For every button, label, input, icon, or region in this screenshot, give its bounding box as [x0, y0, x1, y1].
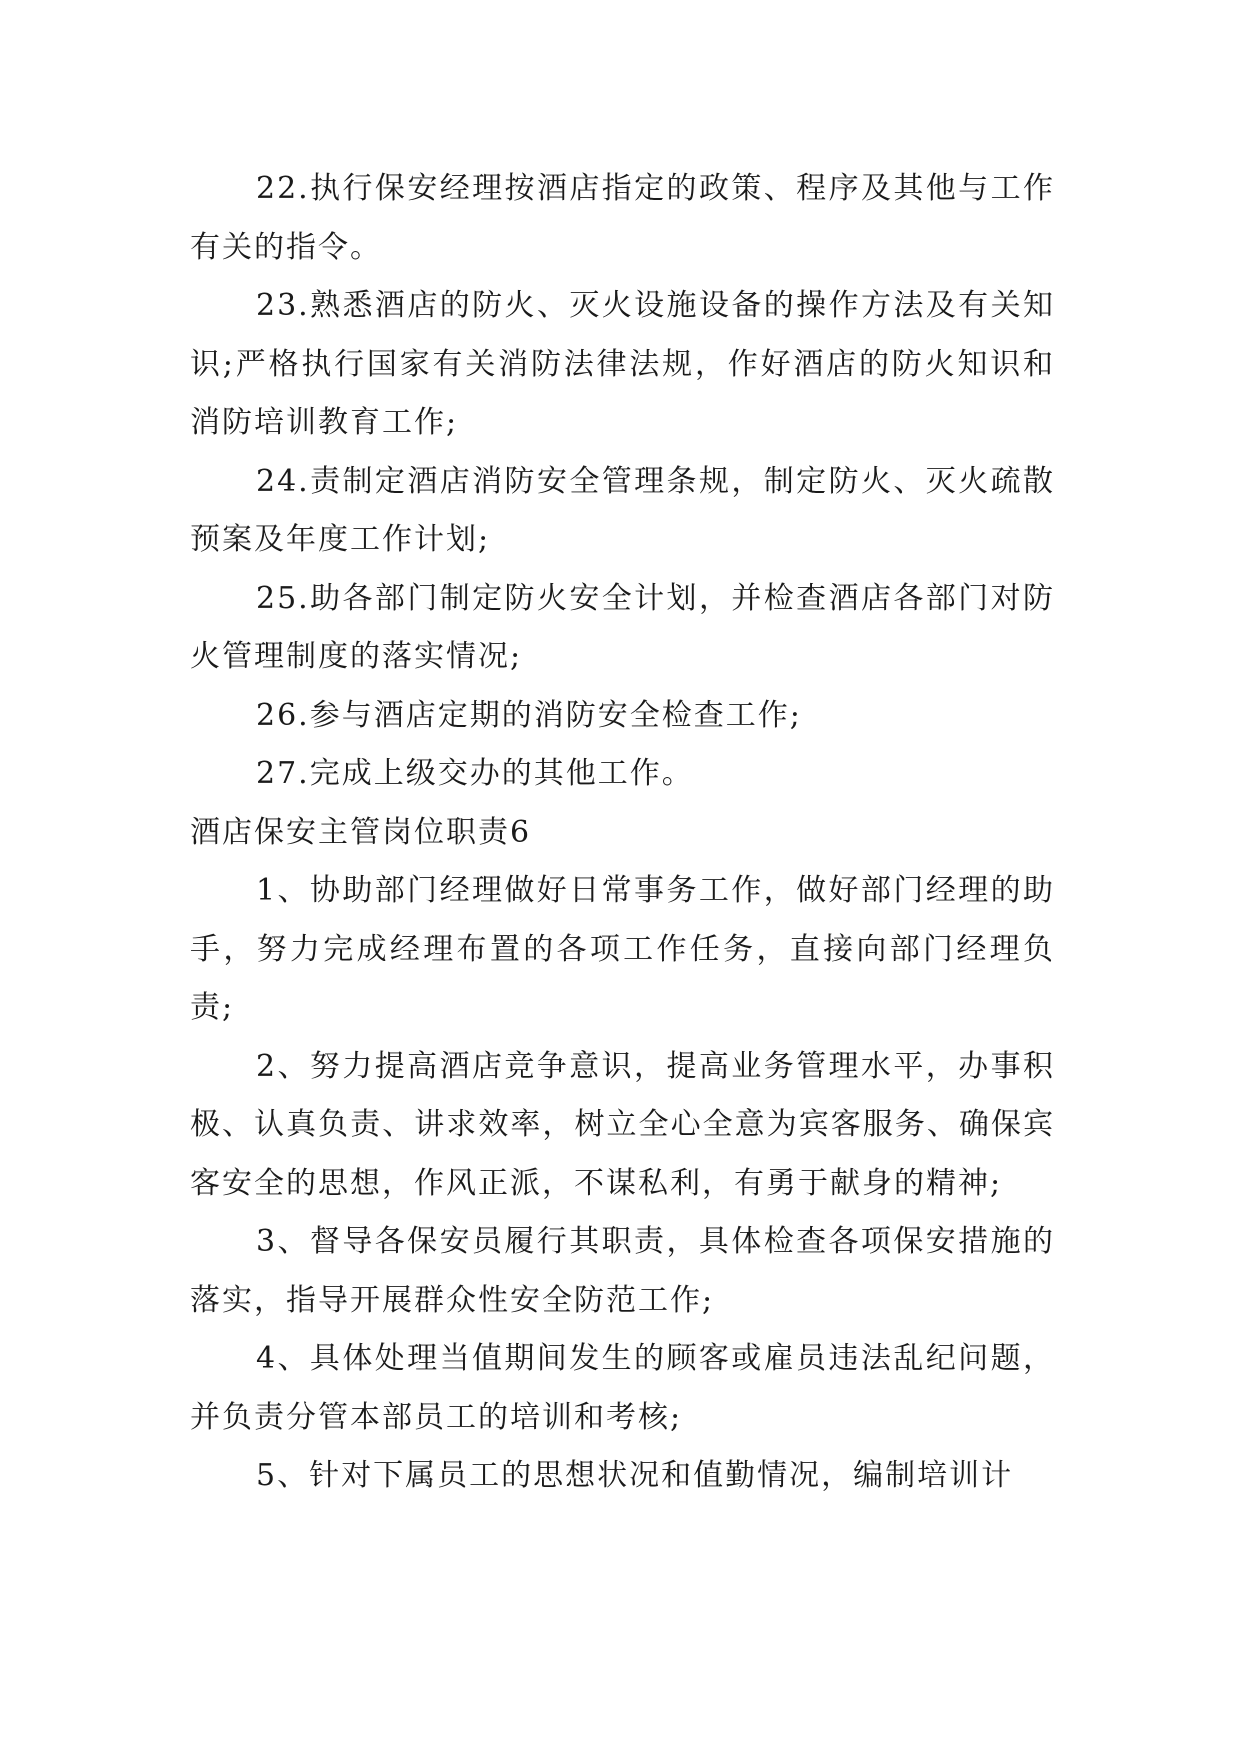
paragraph-5: 5、针对下属员工的思想状况和值勤情况，编制培训计	[256, 1458, 1014, 1493]
paragraph-4: 4、具体处理当值期间发生的顾客或雇员违法乱纪问题，并负责分管本部员工的培训和考核;	[190, 1341, 1055, 1435]
paragraph-3: 3、督导各保安员履行其职责，具体检查各项保安措施的落实，指导开展群众性安全防范工作;	[190, 1224, 1055, 1318]
paragraph-27: 27.完成上级交办的其他工作。	[256, 756, 694, 791]
document-page	[190, 160, 1055, 1506]
paragraph-22: 22.执行保安经理按酒店指定的政策、程序及其他与工作有关的指令。	[190, 171, 1055, 265]
paragraph-2: 2、努力提高酒店竞争意识，提高业务管理水平，办事积极、认真负责、讲求效率，树立全心全意为宾客服务、确保宾客安全的思想，作风正派，不谋私利，有勇于献身的精神;	[190, 1048, 1055, 1201]
paragraph-23: 23.熟悉酒店的防火、灭火设施设备的操作方法及有关知识;严格执行国家有关消防法律法规，作好酒店的防火知识和消防培训教育工作;	[190, 288, 1055, 440]
paragraph-25: 25.助各部门制定防火安全计划，并检查酒店各部门对防火管理制度的落实情况;	[190, 580, 1055, 674]
paragraph-1: 1、协助部门经理做好日常事务工作，做好部门经理的助手，努力完成经理布置的各项工作任务，直接向部门经理负责;	[190, 873, 1055, 1025]
paragraph-26: 26.参与酒店定期的消防安全检查工作;	[256, 697, 802, 733]
paragraph-24: 24.责制定酒店消防安全管理条规，制定防火、灭火疏散预案及年度工作计划;	[190, 463, 1055, 557]
section-heading: 酒店保安主管岗位职责6	[190, 814, 532, 850]
